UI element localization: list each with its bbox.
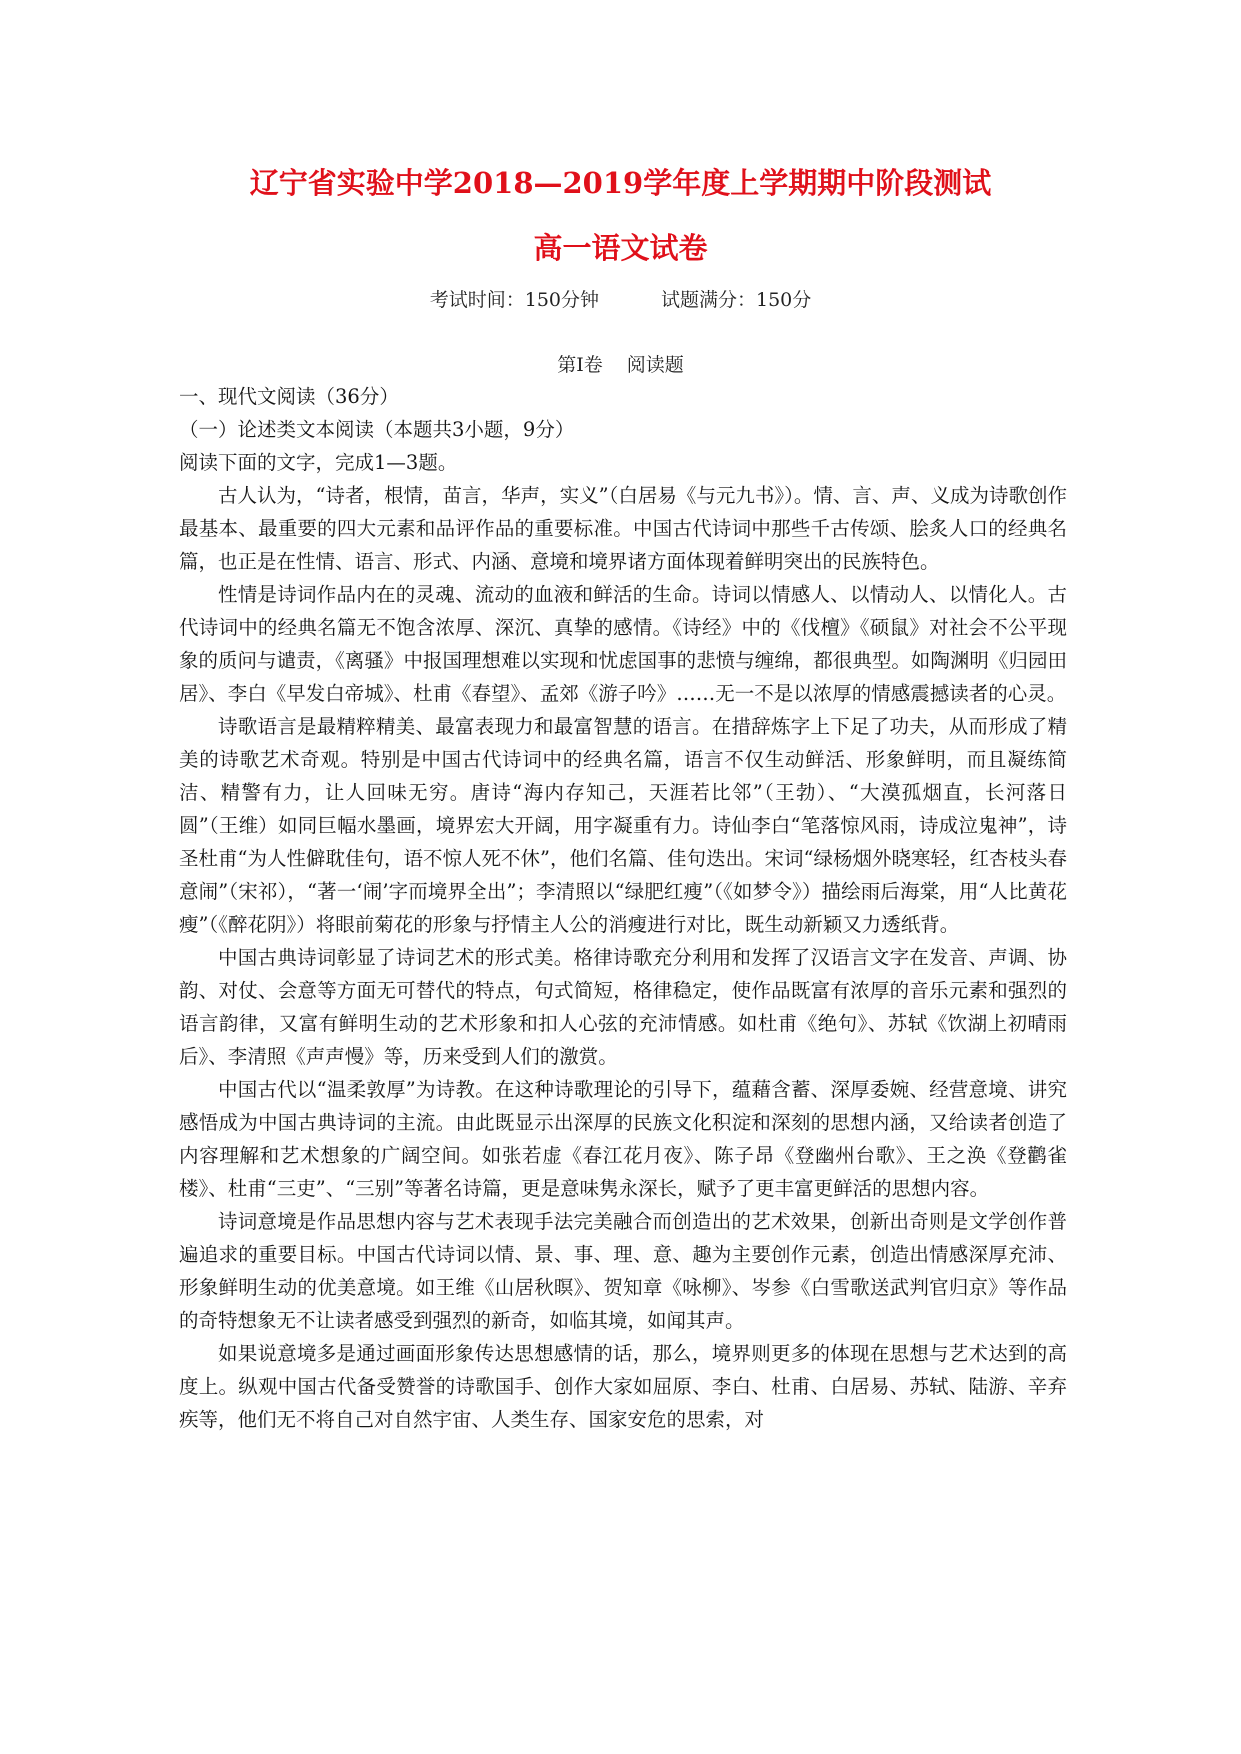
exam-time: 考试时间：150分钟: [429, 289, 599, 311]
paragraph: 诗歌语言是最精粹精美、最富表现力和最富智慧的语言。在措辞炼字上下足了功夫，从而形成了精美的诗歌艺术奇观。特别是中国古代诗词中的经典名篇，语言不仅生动鲜活、形象鲜明，而且凝练简洁、精警有力，让人回味无穷。唐诗“海内存知己，天涯若比邻”（王勃）、“大漠孤烟直，长河落日圆”（王维）如同巨幅水墨画，境界宏大开阔，用字凝重有力。诗仙李白“笔落惊风雨，诗成泣鬼神”，诗圣杜甫“为人性僻耽佳句，语不惊人死不休”，他们名篇、佳句迭出。宋词“绿杨烟外晓寒轻，红杏枝头春意闹”（宋祁），“著一‘闹’字而境界全出”；李清照以“绿肥红瘦”（《如梦令》）描绘雨后海棠，用“人比黄花瘦”（《醉花阴》）将眼前菊花的形象与抒情主人公的消瘦进行对比，既生动新颖又力透纸背。: [179, 715, 1067, 936]
paragraph: 如果说意境多是通过画面形象传达思想感情的话，那么，境界则更多的体现在思想与艺术达到的高度上。纵观中国古代备受赞誉的诗歌国手、创作大家如屈原、李白、杜甫、白居易、苏轼、陆游、辛弃疾等，他们无不将自己对自然宇宙、人类生存、国家安危的思索，对: [179, 1342, 1067, 1431]
part-name: 阅读题: [626, 354, 684, 376]
exam-subtitle: 高一语文试卷: [533, 231, 708, 265]
paragraph: 性情是诗词作品内在的灵魂、流动的血液和鲜活的生命。诗词以情感人、以情动人、以情化人。古代诗词中的经典名篇无不饱含浓厚、深沉、真挚的感情。《诗经》中的《伐檀》《硕鼠》对社会不公平现象的质问与谴责，《离骚》中报国理想难以实现和忧虑国事的悲愤与缠绵，都很典型。如陶渊明《归园田居》、李白《早发白帝城》、杜甫《春望》、孟郊《游子吟》……无一不是以浓厚的情感震撼读者的心灵。: [179, 583, 1067, 705]
subsection-heading: （一）论述类文本阅读（本题共3小题，9分）: [179, 418, 575, 441]
reading-instruction: 阅读下面的文字，完成1—3题。: [179, 451, 458, 474]
reading-content: [179, 380, 1067, 1436]
paragraph: 中国古代以“温柔敦厚”为诗教。在这种诗歌理论的引导下，蕴藉含蓄、深厚委婉、经营意境、讲究感悟成为中国古典诗词的主流。由此既显示出深厚的民族文化积淀和深刻的思想内涵，又给读者创造了内容理解和艺术想象的广阔空间。如张若虚《春江花月夜》、陈子昂《登幽州台歌》、王之涣《登鹳雀楼》、杜甫“三吏”、“三别”等著名诗篇，更是意味隽永深长，赋予了更丰富更鲜活的思想内容。: [179, 1078, 1067, 1200]
paragraph: 古人认为，“诗者，根情，苗言，华声，实义”（白居易《与元九书》）。情、言、声、义成为诗歌创作最基本、最重要的四大元素和品评作品的重要标准。中国古代诗词中那些千古传颂、脍炙人口的经典名篇，也正是在性情、语言、形式、内涵、意境和境界诸方面体现着鲜明突出的民族特色。: [179, 484, 1067, 573]
exam-title: 辽宁省实验中学2018—2019学年度上学期期中阶段测试: [249, 166, 992, 200]
paragraph: 中国古典诗词彰显了诗词艺术的形式美。格律诗歌充分利用和发挥了汉语言文字在发音、声调、协韵、对仗、会意等方面无可替代的特点，句式简短，格律稳定，使作品既富有浓厚的音乐元素和强烈的语言韵律，又富有鲜明生动的艺术形象和扣人心弦的充沛情感。如杜甫《绝句》、苏轼《饮湖上初晴雨后》、李清照《声声慢》等，历来受到人们的激赏。: [179, 946, 1067, 1068]
exam-info: [0, 285, 1241, 312]
paragraph: 诗词意境是作品思想内容与艺术表现手法完美融合而创造出的艺术效果，创新出奇则是文学创作普遍追求的重要目标。中国古代诗词以情、景、事、理、意、趣为主要创作元素，创造出情感深厚充沛、形象鲜明生动的优美意境。如王维《山居秋暝》、贺知章《咏柳》、岑参《白雪歌送武判官归京》等作品的奇特想象无不让读者感受到强烈的新奇，如临其境，如闻其声。: [179, 1210, 1067, 1332]
part-label: 第Ⅰ卷: [557, 354, 603, 376]
full-score: 试题满分：150分: [661, 289, 812, 311]
section-heading: 一、现代文阅读（36分）: [179, 385, 399, 408]
part-title: [0, 350, 1241, 377]
